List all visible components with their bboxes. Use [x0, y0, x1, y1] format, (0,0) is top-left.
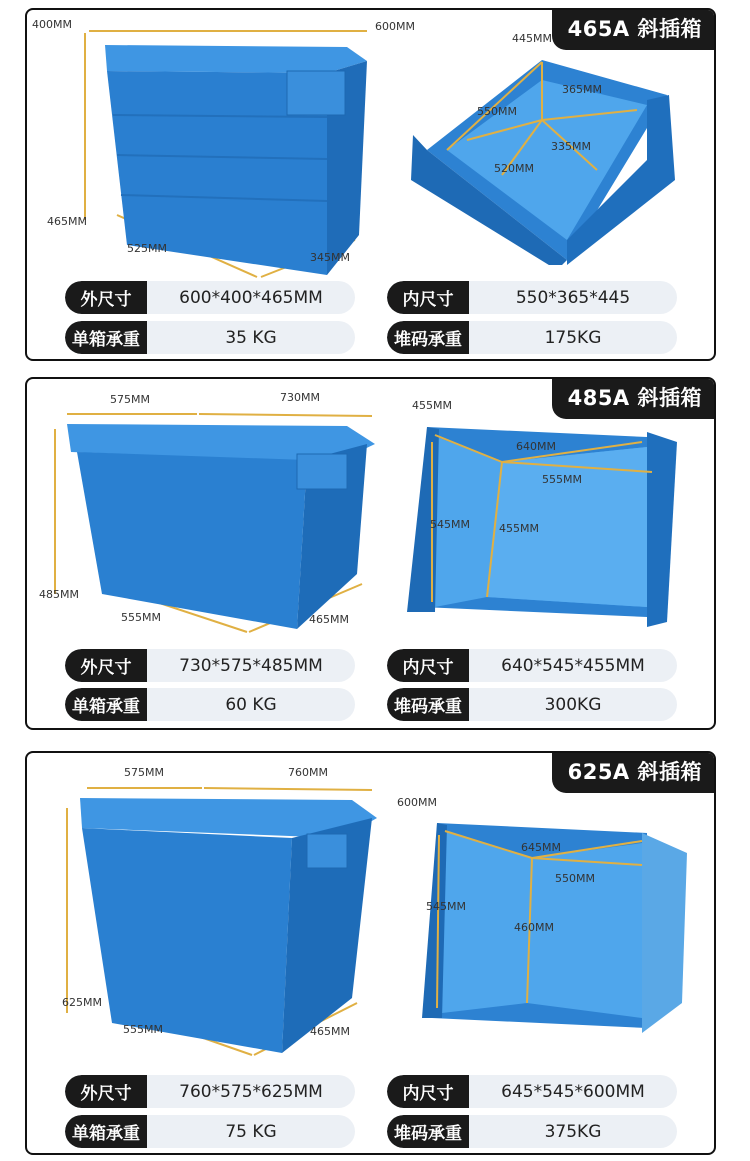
spec-inner-size — [387, 649, 677, 682]
spec-value: 600*400*465MM — [179, 287, 323, 308]
spec-single-load — [65, 321, 355, 354]
spec-value: 645*545*600MM — [501, 1081, 645, 1102]
model-badge: 625A 斜插箱 — [552, 751, 716, 793]
product-panel-485a — [25, 377, 716, 730]
spec-label: 外尺寸 — [65, 1075, 147, 1108]
spec-label: 外尺寸 — [65, 649, 147, 682]
spec-value: 75 KG — [225, 1121, 277, 1142]
model-badge: 465A 斜插箱 — [552, 8, 716, 50]
spec-label: 单箱承重 — [65, 1115, 147, 1148]
spec-stack-load — [387, 321, 677, 354]
spec-value: 175KG — [544, 327, 602, 348]
spec-stack-load — [387, 1115, 677, 1148]
spec-value: 35 KG — [225, 327, 277, 348]
dim-inner-c: 545MM — [430, 518, 470, 531]
dim-height: 465MM — [47, 215, 87, 228]
dim-top-left: 575MM — [110, 393, 150, 406]
spec-single-load — [65, 1115, 355, 1148]
spec-label: 堆码承重 — [387, 1115, 469, 1148]
dim-inner-d: 455MM — [499, 522, 539, 535]
dim-inner-top: 445MM — [512, 32, 552, 45]
spec-value: 730*575*485MM — [179, 655, 323, 676]
spec-label: 外尺寸 — [65, 281, 147, 314]
dim-base-left: 525MM — [127, 242, 167, 255]
product-panel-625a — [25, 751, 716, 1155]
crate-outer-image — [47, 404, 377, 634]
spec-inner-size — [387, 1075, 677, 1108]
spec-single-load — [65, 688, 355, 721]
dim-height: 625MM — [62, 996, 102, 1009]
spec-outer-size — [65, 649, 355, 682]
dim-inner-c: 545MM — [426, 900, 466, 913]
dim-base-left: 555MM — [123, 1023, 163, 1036]
dim-inner-d: 460MM — [514, 921, 554, 934]
dim-top-left: 400MM — [32, 18, 72, 31]
spec-outer-size — [65, 281, 355, 314]
dim-base-right: 465MM — [309, 613, 349, 626]
dim-inner-top: 455MM — [412, 399, 452, 412]
dim-inner-a: 640MM — [516, 440, 556, 453]
spec-outer-size — [65, 1075, 355, 1108]
dim-inner-d: 520MM — [494, 162, 534, 175]
dim-base-right: 345MM — [310, 251, 350, 264]
spec-value: 640*545*455MM — [501, 655, 645, 676]
dim-inner-a: 550MM — [477, 105, 517, 118]
dim-inner-b: 365MM — [562, 83, 602, 96]
spec-value: 300KG — [544, 694, 602, 715]
crate-outer-image — [52, 778, 382, 1058]
spec-label: 堆码承重 — [387, 688, 469, 721]
spec-label: 单箱承重 — [65, 688, 147, 721]
dim-inner-top: 600MM — [397, 796, 437, 809]
spec-inner-size — [387, 281, 677, 314]
spec-label: 单箱承重 — [65, 321, 147, 354]
spec-label: 堆码承重 — [387, 321, 469, 354]
spec-stack-load — [387, 688, 677, 721]
dim-inner-c: 335MM — [551, 140, 591, 153]
crate-outer-image — [77, 25, 377, 285]
dim-top-left: 575MM — [124, 766, 164, 779]
spec-label: 内尺寸 — [387, 1075, 469, 1108]
spec-value: 375KG — [544, 1121, 602, 1142]
dim-inner-b: 555MM — [542, 473, 582, 486]
dim-inner-b: 550MM — [555, 872, 595, 885]
dim-base-left: 555MM — [121, 611, 161, 624]
crate-inner-image — [407, 40, 677, 265]
spec-label: 内尺寸 — [387, 281, 469, 314]
spec-value: 60 KG — [225, 694, 277, 715]
spec-value: 760*575*625MM — [179, 1081, 323, 1102]
spec-value: 550*365*445 — [515, 287, 631, 308]
model-badge: 485A 斜插箱 — [552, 377, 716, 419]
dim-height: 485MM — [39, 588, 79, 601]
dim-top-right: 760MM — [288, 766, 328, 779]
dim-base-right: 465MM — [310, 1025, 350, 1038]
spec-label: 内尺寸 — [387, 649, 469, 682]
product-panel-465a — [25, 8, 716, 361]
dim-top-right: 730MM — [280, 391, 320, 404]
dim-top-right: 600MM — [375, 20, 415, 33]
dim-inner-a: 645MM — [521, 841, 561, 854]
